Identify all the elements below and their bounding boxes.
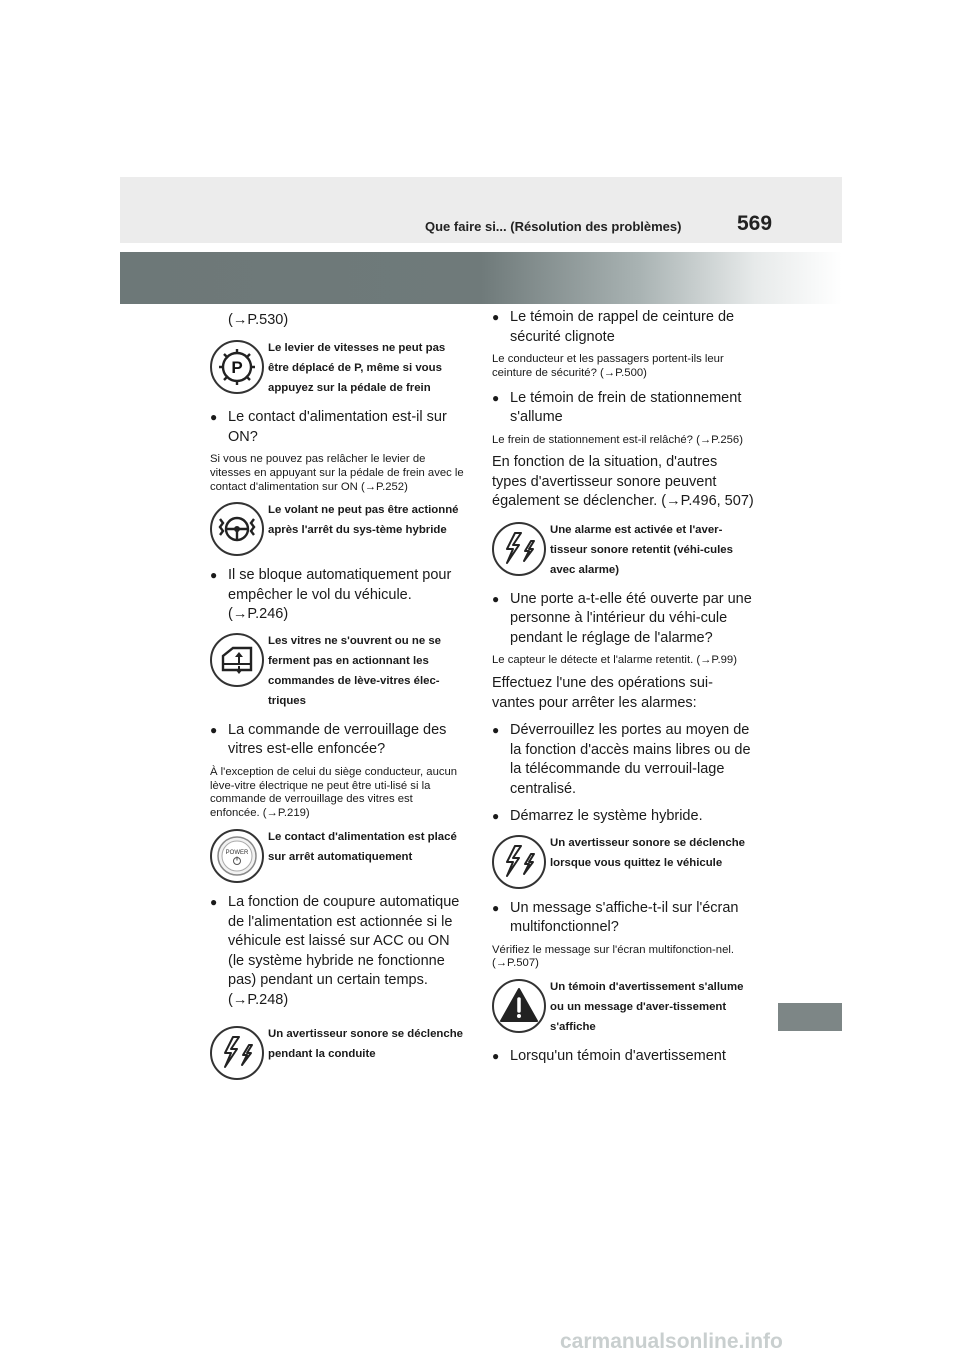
bullet-answer: ● Il se bloque automatiquement pour empêcher le vol du véhicule. (→P.246): [210, 566, 465, 625]
watermark: carmanualsonline.info: [560, 1330, 783, 1353]
warning-label: Le levier de vitesses ne peut pas être déplacé de P, même si vous appuyez sur la pédale de frein: [268, 342, 446, 394]
section-title: Que faire si... (Résolution des problèmes): [425, 219, 682, 234]
note-text: Si vous ne pouvez pas relâcher le levier de vitesses en appuyant sur la pédale de frein avec le contact d'alimentation sur ON (→P.252): [210, 453, 464, 493]
buzzer-icon: [492, 835, 546, 889]
warning-item: [210, 1024, 465, 1080]
warning-item: [210, 631, 465, 711]
left-column: [210, 310, 465, 1090]
warning-label: Le contact d'alimentation est placé sur arrêt automatiquement: [268, 831, 457, 864]
bullet-question: ● Un message s'affiche-t-il sur l'écran multifonctionnel?: [492, 899, 754, 938]
bullet-action: ● Démarrez le système hybride.: [492, 807, 754, 827]
warning-item: [210, 338, 465, 398]
chapter-banner: [120, 252, 842, 304]
buzzer-icon: [210, 1026, 264, 1080]
page-number: 569: [737, 212, 773, 235]
note-text: Le frein de stationnement est-il relâché? (→P.256): [492, 433, 743, 446]
note-text: Le conducteur et les passagers portent-ils leur ceinture de sécurité? (→P.500): [492, 353, 724, 379]
bullet-heading: ● Le témoin de rappel de ceinture de sécurité clignote: [492, 308, 754, 347]
svg-text:P: P: [231, 358, 243, 377]
warning-label: Un avertisseur sonore se déclenche lorsque vous quittez le véhicule: [550, 836, 745, 869]
warning-label: Une alarme est activée et l'aver-tisseur sonore retentit (véhi-cules avec alarme): [550, 523, 733, 576]
warning-label: Les vitres ne s'ouvrent ou ne se ferment pas en actionnant les commandes de lève-vitres élec-triques: [268, 634, 441, 707]
power-window-icon: [210, 633, 264, 687]
right-column: [492, 308, 754, 1073]
warning-item: [492, 520, 754, 580]
note-text: Vérifiez le message sur l'écran multifonction-nel. (→P.507): [492, 943, 735, 970]
warning-item: [210, 500, 465, 556]
buzzer-icon: [492, 522, 546, 576]
warning-triangle-icon: [492, 979, 546, 1033]
power-switch-icon: [210, 829, 264, 883]
warning-item: [210, 827, 465, 883]
warning-item: [492, 833, 754, 889]
steering-lock-icon: [210, 502, 264, 556]
shift-lock-p-icon: [210, 340, 264, 394]
warning-item: [492, 977, 754, 1037]
body-paragraph: Effectuez l'une des opérations sui-vantes pour arrêter les alarmes:: [492, 675, 713, 711]
chapter-tab: [778, 1003, 842, 1031]
bullet-heading: ● Le témoin de frein de stationnement s'allume: [492, 389, 754, 428]
note-text: À l'exception de celui du siège conducteur, aucun lève-vitre électrique ne peut être uti-lisé si la commande de verrouillage des vitres est enfoncée. (→P.219): [210, 765, 458, 820]
warning-label: Le volant ne peut pas être actionné après l'arrêt du sys-tème hybride: [268, 504, 459, 537]
warning-label: Un avertisseur sonore se déclenche pendant la conduite: [268, 1028, 463, 1061]
bullet-question: ● Le contact d'alimentation est-il sur ON?: [210, 408, 465, 447]
warning-label: Un témoin d'avertissement s'allume ou un message d'aver-tissement s'affiche: [550, 981, 744, 1034]
page-reference: (→P.530): [228, 312, 289, 328]
body-paragraph: En fonction de la situation, d'autres types d'avertisseur sonore peuvent également se déclencher. (→P.496, 507): [492, 454, 754, 510]
bullet-action: ● Déverrouillez les portes au moyen de la fonction d'accès mains libres ou de la télécommande du verrouil-lage centralisé.: [492, 721, 754, 799]
bullet-question: ● La commande de verrouillage des vitres est-elle enfoncée?: [210, 721, 465, 760]
power-label: POWER: [225, 850, 249, 857]
note-text: Le capteur le détecte et l'alarme retentit. (→P.99): [492, 654, 737, 667]
bullet-heading: ● Lorsqu'un témoin d'avertissement: [492, 1047, 754, 1067]
bullet-answer: ● La fonction de coupure automatique de l'alimentation est actionnée si le véhicule est laissé sur ACC ou ON (le système hybride ne fonctionne pas) pendant un certain temps. (→P.248): [210, 893, 465, 1010]
bullet-question: ● Une porte a-t-elle été ouverte par une personne à l'intérieur du véhi-cule pendant le réglage de l'alarme?: [492, 590, 754, 649]
